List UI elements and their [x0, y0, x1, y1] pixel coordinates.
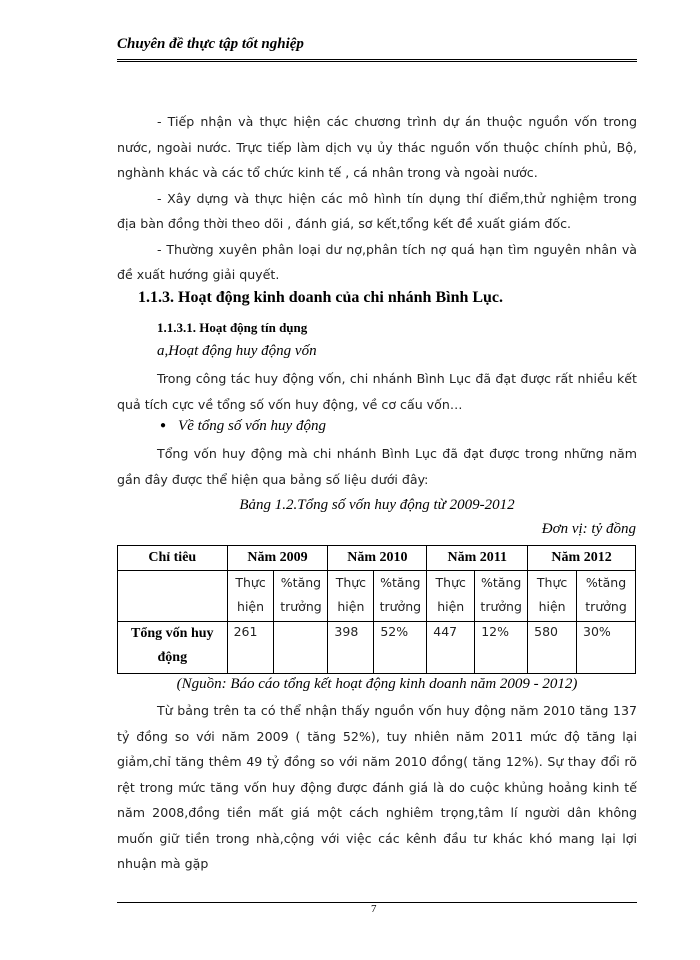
- subheader-actual: Thực hiện: [528, 571, 577, 622]
- table-header-year: Năm 2012: [528, 546, 636, 571]
- bullet-dot-icon: ●: [160, 420, 167, 431]
- page-number: 7: [371, 903, 377, 915]
- table-subheader-row: [118, 571, 636, 622]
- paragraph-text: Trong công tác huy động vốn, chi nhánh Bình Lục đã đạt được rất nhiều kết quả tích cực về tổng số vốn huy động, về cơ cấu vốn…: [117, 371, 637, 412]
- table-header-cell: Chỉ tiêu: [118, 546, 228, 571]
- cell-growth-2011: 12%: [475, 622, 528, 674]
- cell-actual-2011: 447: [427, 622, 475, 674]
- intro-paragraph-1: - Tiếp nhận và thực hiện các chương trình dự án thuộc nguồn vốn trong nước, ngoài nước. Trực tiếp làm dịch vụ ủy thác nguồn vốn thuộc chính phủ, Bộ, nghành khác và các tổ chức kinh tế , cá nhân trong và ngoài nước.: [117, 114, 637, 180]
- table-caption: Bảng 1.2.Tổng số vốn huy động từ 2009-2012: [239, 497, 515, 513]
- table-source: (Nguồn: Báo cáo tổng kết hoạt động kinh doanh năm 2009 - 2012): [176, 676, 578, 692]
- bullet-item: [160, 418, 326, 435]
- subheader-actual: Thực hiện: [227, 571, 274, 622]
- cell-growth-2010: 52%: [374, 622, 427, 674]
- page-header-title: Chuyên đề thực tập tốt nghiệp: [117, 36, 304, 52]
- subheader-actual: Thực hiện: [427, 571, 475, 622]
- paragraph-text: Tổng vốn huy động mà chi nhánh Bình Lục đã đạt được trong những năm gần đây được thể hiện qua bảng số liệu dưới đây:: [117, 446, 637, 487]
- table-empty-cell: [118, 571, 228, 622]
- intro-block: [117, 109, 637, 288]
- intro-paragraph-3: - Thường xuyên phân loại dư nợ,phân tích nợ quá hạn tìm nguyên nhân và đề xuất hướng giải quyết.: [117, 241, 637, 282]
- paragraph-capital-mobilization: [117, 366, 637, 417]
- subsection-a-title: a,Hoạt động huy động vốn: [157, 343, 317, 359]
- table-row: [118, 622, 636, 674]
- capital-table: [117, 545, 636, 674]
- section-heading: 1.1.3. Hoạt động kinh doanh của chi nhánh Bình Lục.: [138, 289, 504, 306]
- footer-rule: [117, 902, 637, 903]
- cell-growth-2009: [274, 622, 328, 674]
- bullet-text: Về tổng số vốn huy động: [178, 418, 326, 434]
- table-header-year: Năm 2010: [328, 546, 427, 571]
- subheader-actual: Thực hiện: [328, 571, 374, 622]
- intro-paragraph-2: - Xây dựng và thực hiện các mô hình tín dụng thí điểm,thử nghiệm trong địa bàn đồng thời theo dõi , đánh giá, sơ kết,tổng kết đề xuất giám đốc.: [117, 190, 637, 231]
- paragraph-total-capital: [117, 441, 637, 492]
- subheader-growth: %tăng trưởng: [274, 571, 328, 622]
- subheader-growth: %tăng trưởng: [374, 571, 427, 622]
- subheader-growth: %tăng trưởng: [475, 571, 528, 622]
- subheader-growth: %tăng trưởng: [577, 571, 636, 622]
- table-header-year: Năm 2011: [427, 546, 528, 571]
- analysis-paragraph: Từ bảng trên ta có thể nhận thấy nguồn vốn huy động năm 2010 tăng 137 tỷ đồng so với năm 2009 ( tăng 52%), tuy nhiên năm 2011 mức độ tăng lại giảm,chỉ tăng thêm 49 tỷ đồng so với năm 2010 đồng( tăng 12%). Sự thay đổi rõ rệt trong mức tăng vốn huy động được đánh giá là do cuộc khủng hoảng kinh tế năm 2008,đồng tiền mất giá một cách nghiêm trọng,tâm lí người dân không muốn giữ tiền trong nhà,cộng với việc các kênh đầu tư khác khó mang lại lợi nhuận mà gặp: [117, 703, 637, 871]
- section-subheading: 1.1.3.1. Hoạt động tín dụng: [157, 320, 308, 335]
- header-rule: [117, 59, 637, 62]
- analysis-block: [117, 698, 637, 877]
- cell-actual-2012: 580: [528, 622, 577, 674]
- row-label: Tổng vốn huy động: [118, 622, 228, 674]
- table-header-row: [118, 546, 636, 571]
- table-unit: Đơn vị: tỷ đồng: [541, 521, 636, 537]
- cell-actual-2010: 398: [328, 622, 374, 674]
- table-header-year: Năm 2009: [227, 546, 328, 571]
- cell-actual-2009: 261: [227, 622, 274, 674]
- cell-growth-2012: 30%: [577, 622, 636, 674]
